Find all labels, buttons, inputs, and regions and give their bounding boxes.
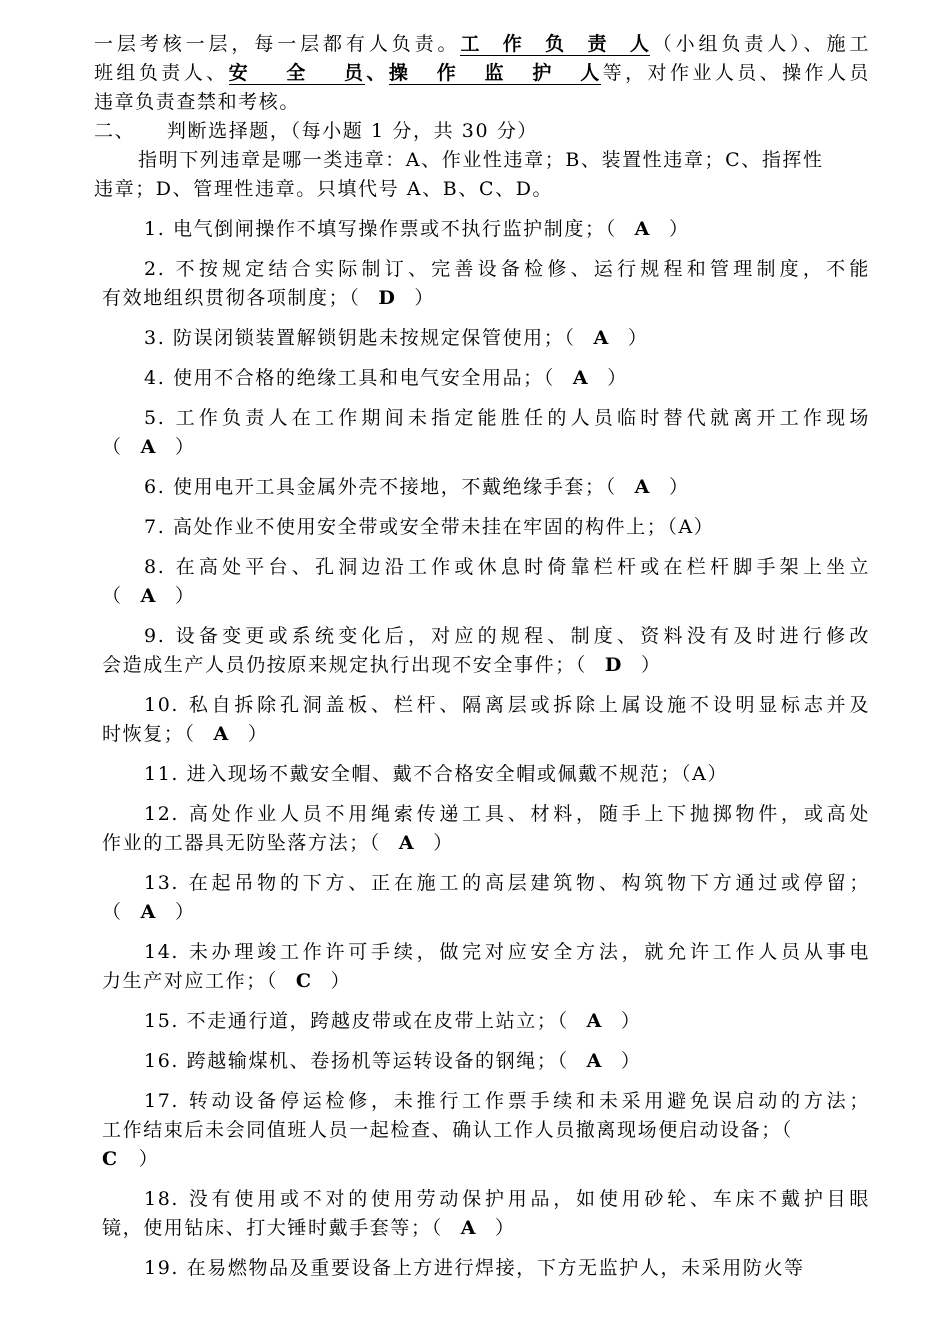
question-item [94, 513, 870, 542]
question-answer: D [604, 654, 623, 676]
question-line: 9. 设备变更或系统变化后，对应的规程、制度、资料没有及时进行修改 [144, 625, 870, 647]
question-answer: C [295, 970, 313, 992]
question-line: 作业的工器具无防坠落方法；（ A ） [102, 832, 454, 854]
question-line: 工作结束后未会同值班人员一起检查、确认工作人员撤离现场便启动设备；（ [102, 1119, 793, 1141]
question-line: 13. 在起吊物的下方、正在施工的高层建筑物、构筑物下方通过或停留； [144, 872, 870, 894]
question-line: 力生产对应工作；（ C ） [102, 970, 352, 992]
question-item [94, 869, 870, 927]
question-line: 10. 私自拆除孔洞盖板、栏杆、隔离层或拆除上属设施不设明显标志并及 [144, 694, 870, 716]
question-answer: A [634, 476, 652, 498]
question-answer: A [593, 327, 610, 349]
intro-line-2 [94, 59, 870, 88]
intro-text-tail: 等，对作业人员、操作人员 [600, 62, 870, 84]
question-item [94, 364, 870, 393]
question-line: 3. 防误闭锁装置解锁钥匙未按规定保管使用；（ A ） [144, 327, 649, 349]
question-line: 1. 电气倒闸操作不填写操作票或不执行监护制度；（ A ） [144, 218, 690, 240]
question-line: 18. 没有使用或不对的使用劳动保护用品，如使用砂轮、车床不戴护目眼 [144, 1188, 870, 1210]
question-answer: C [102, 1148, 119, 1170]
question-line: 有效地组织贯彻各项制度；（ D ） [102, 287, 435, 309]
question-line: （ A ） [102, 436, 196, 458]
question-line: （ A ） [102, 585, 196, 607]
question-item [94, 938, 870, 996]
question-line: 14. 未办理竣工作许可手续，做完对应安全方法，就允许工作人员从事电 [144, 941, 870, 963]
question-answer: A [140, 901, 157, 923]
question-line: 19. 在易燃物品及重要设备上方进行焊接，下方无监护人，未采用防火等 [144, 1257, 805, 1279]
question-line: 4. 使用不合格的绝缘工具和电气安全用品；（ A ） [144, 367, 628, 389]
question-item [94, 553, 870, 611]
intro-text: 班组负责人、 [94, 62, 229, 84]
question-answer: A [398, 832, 416, 854]
question-line: 7. 高处作业不使用安全带或安全带未挂在牢固的构件上；（A） [144, 516, 715, 538]
question-line: 11. 进入现场不戴安全帽、戴不合格安全帽或佩戴不规范；（A） [144, 763, 729, 785]
question-line: 16. 跨越输煤机、卷扬机等运转设备的钢绳；（ A ） [144, 1050, 642, 1072]
question-item [94, 760, 870, 789]
question-line: 12. 高处作业人员不用绳索传递工具、材料，随手上下抛掷物件，或高处 [144, 803, 870, 825]
question-item [94, 404, 870, 462]
question-line: 6. 使用电开工具金属外壳不接地，不戴绝缘手套；（ A ） [144, 476, 690, 498]
question-line: C ） [102, 1148, 160, 1170]
answer-blank-3: 操作监护人 [388, 62, 601, 84]
question-line: 8. 在高处平台、孔洞边沿工作或休息时倚靠栏杆或在栏杆脚手架上坐立 [144, 556, 870, 578]
question-answer: A [140, 585, 157, 607]
question-line: 17. 转动设备停运检修，未推行工作票手续和未采用避免误启动的方法； [144, 1090, 870, 1112]
question-answer: A [572, 367, 590, 389]
question-item [94, 473, 870, 502]
answer-blank-1: 工作负责人 [460, 33, 651, 55]
question-item [94, 1087, 870, 1174]
question-item [94, 215, 870, 244]
question-line: 时恢复；（ A ） [102, 723, 269, 745]
intro-line-1 [94, 30, 870, 59]
intro-text: 一层考核一层，每一层都有人负责。 [94, 33, 461, 55]
question-item [94, 255, 870, 313]
intro-text-tail: （小组负责人）、施工 [650, 33, 870, 55]
question-line: （ A ） [102, 901, 196, 923]
separator: 、 [364, 62, 389, 84]
instruction-line-1: 指明下列违章是哪一类违章：A、作业性违章；B、装置性违章；C、指挥性 [138, 149, 824, 171]
question-line: 会造成生产人员仍按原来规定执行出现不安全事件；（ D ） [102, 654, 662, 676]
question-item [94, 800, 870, 858]
section-heading: 二、 判断选择题，（每小题 1 分，共 30 分） [94, 120, 539, 142]
instruction-line-2: 违章；D、管理性违章。只填代号 A、B、C、D。 [94, 178, 554, 200]
question-item [94, 1047, 870, 1076]
question-answer: A [213, 723, 230, 745]
question-line: 5. 工作负责人在工作期间未指定能胜任的人员临时替代就离开工作现场 [144, 407, 870, 429]
question-item [94, 622, 870, 680]
question-line: 镜，使用钻床、打大锤时戴手套等；（ A ） [102, 1217, 516, 1239]
question-item [94, 324, 870, 353]
question-answer: A [460, 1217, 478, 1239]
question-item [94, 1185, 870, 1243]
question-line: 2. 不按规定结合实际制订、完善设备检修、运行规程和管理制度，不能 [144, 258, 870, 280]
question-item [94, 1254, 870, 1283]
question-answer: A [586, 1050, 603, 1072]
question-list [94, 215, 870, 1283]
question-answer: A [634, 218, 652, 240]
question-item [94, 691, 870, 749]
answer-blank-2: 安全员 [228, 62, 365, 84]
question-item [94, 1007, 870, 1036]
question-answer: D [378, 287, 397, 309]
question-answer: A [140, 436, 157, 458]
question-answer: A [586, 1010, 603, 1032]
question-line: 15. 不走通行道，跨越皮带或在皮带上站立；（ A ） [144, 1010, 642, 1032]
intro-line-3: 违章负责查禁和考核。 [94, 91, 301, 113]
